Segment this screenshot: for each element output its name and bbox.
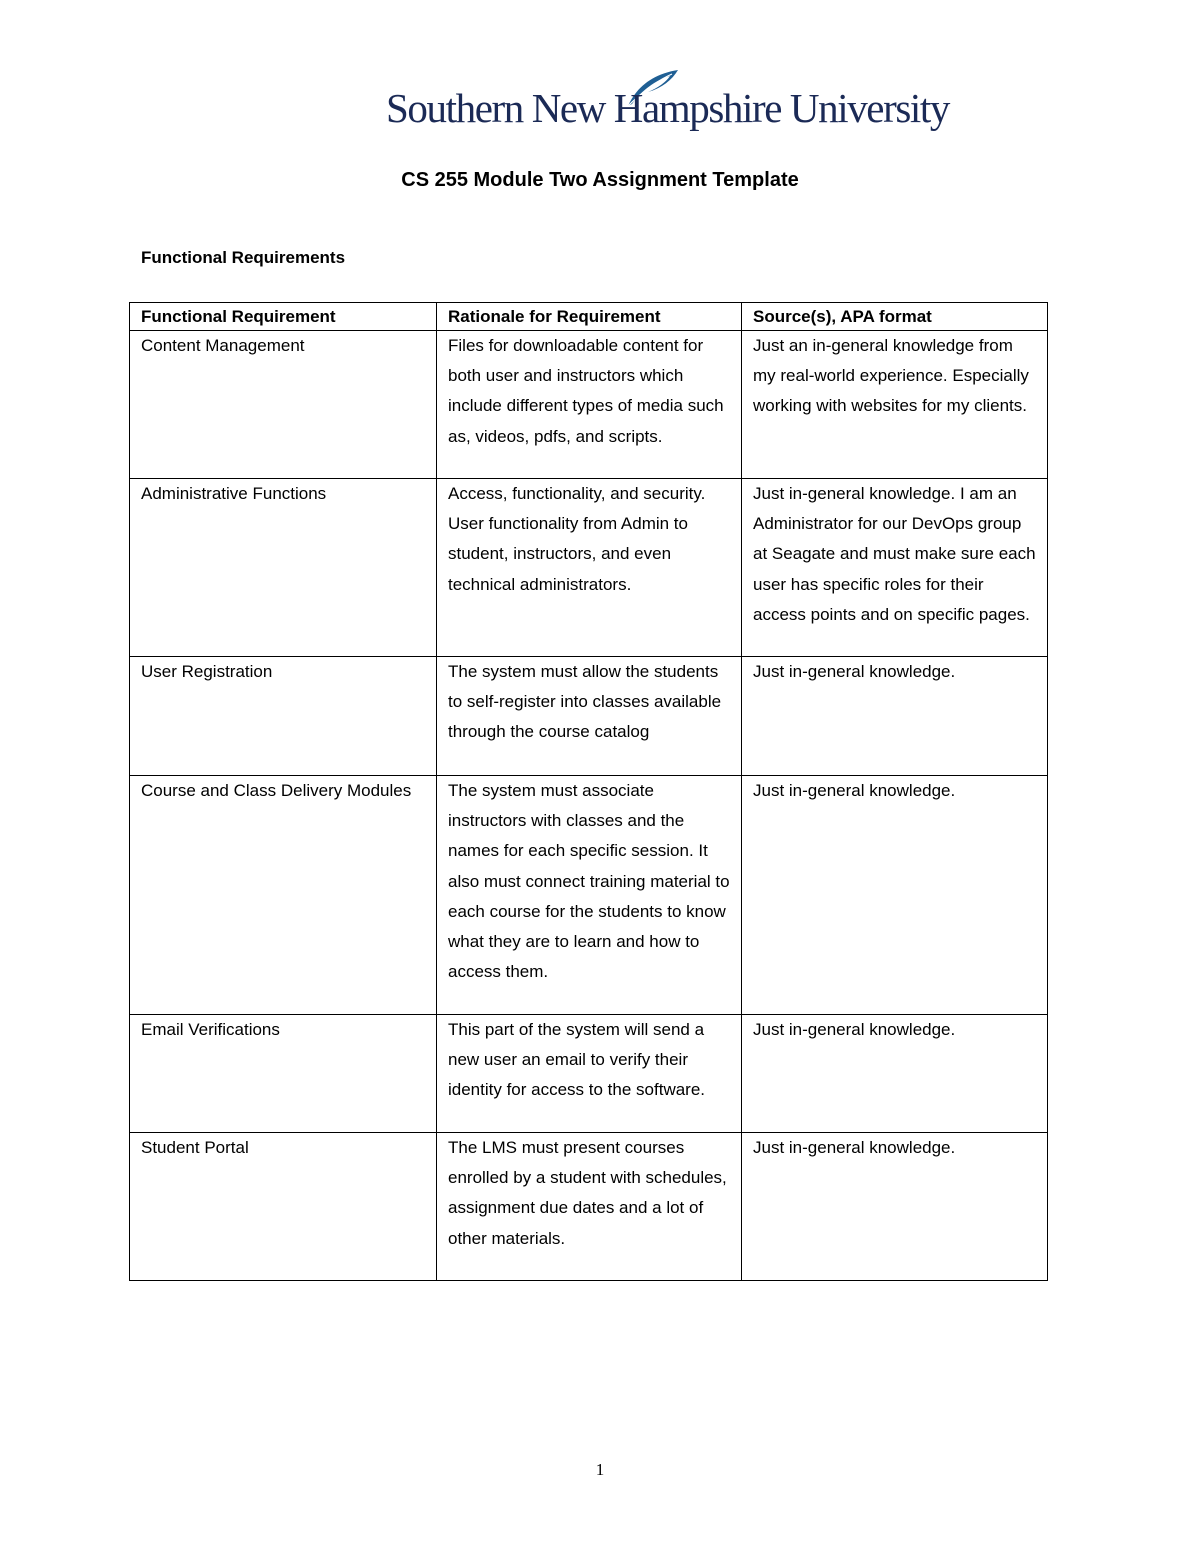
table-row (130, 657, 1048, 776)
source-cell: Just in-general knowledge. I am an Administrator for our DevOps group at Seagate and must make sure each user has specific roles for their access points and on specific pages. (742, 479, 1048, 657)
requirement-cell: Course and Class Delivery Modules (130, 776, 437, 1015)
column-header: Source(s), APA format (742, 303, 1048, 331)
column-header: Rationale for Requirement (437, 303, 742, 331)
university-logo (386, 66, 949, 138)
rationale-cell: The system must associate instructors with classes and the names for each specific session. It also must connect training material to each course for the students to know what they are to learn and how to access them. (437, 776, 742, 1015)
requirement-cell: Student Portal (130, 1133, 437, 1281)
page-number: 1 (595, 1460, 605, 1479)
section-heading: Functional Requirements (141, 248, 346, 267)
source-cell: Just in-general knowledge. (742, 1015, 1048, 1133)
requirement-cell: User Registration (130, 657, 437, 776)
table-row (130, 479, 1048, 657)
rationale-cell: The LMS must present courses enrolled by a student with schedules, assignment due dates and a lot of other materials. (437, 1133, 742, 1281)
source-cell: Just in-general knowledge. (742, 657, 1048, 776)
rationale-cell: This part of the system will send a new user an email to verify their identity for access to the software. (437, 1015, 742, 1133)
logo-text: Southern New Hampshire University (386, 85, 949, 131)
table-row (130, 1015, 1048, 1133)
requirement-cell: Administrative Functions (130, 479, 437, 657)
document-title: CS 255 Module Two Assignment Template (401, 169, 799, 191)
requirement-cell: Email Verifications (130, 1015, 437, 1133)
source-cell: Just in-general knowledge. (742, 776, 1048, 1015)
table-row (130, 776, 1048, 1015)
source-cell: Just in-general knowledge. (742, 1133, 1048, 1281)
rationale-cell: The system must allow the students to self-register into classes available through the course catalog (437, 657, 742, 776)
requirements-table (129, 302, 1048, 1281)
table-header-row (130, 303, 1048, 331)
requirement-cell: Content Management (130, 331, 437, 479)
table-row (130, 331, 1048, 479)
table-row (130, 1133, 1048, 1281)
column-header: Functional Requirement (130, 303, 437, 331)
rationale-cell: Access, functionality, and security. User functionality from Admin to student, instructors, and even technical administrators. (437, 479, 742, 657)
source-cell: Just an in-general knowledge from my real-world experience. Especially working with websites for my clients. (742, 331, 1048, 479)
rationale-cell: Files for downloadable content for both user and instructors which include different types of media such as, videos, pdfs, and scripts. (437, 331, 742, 479)
